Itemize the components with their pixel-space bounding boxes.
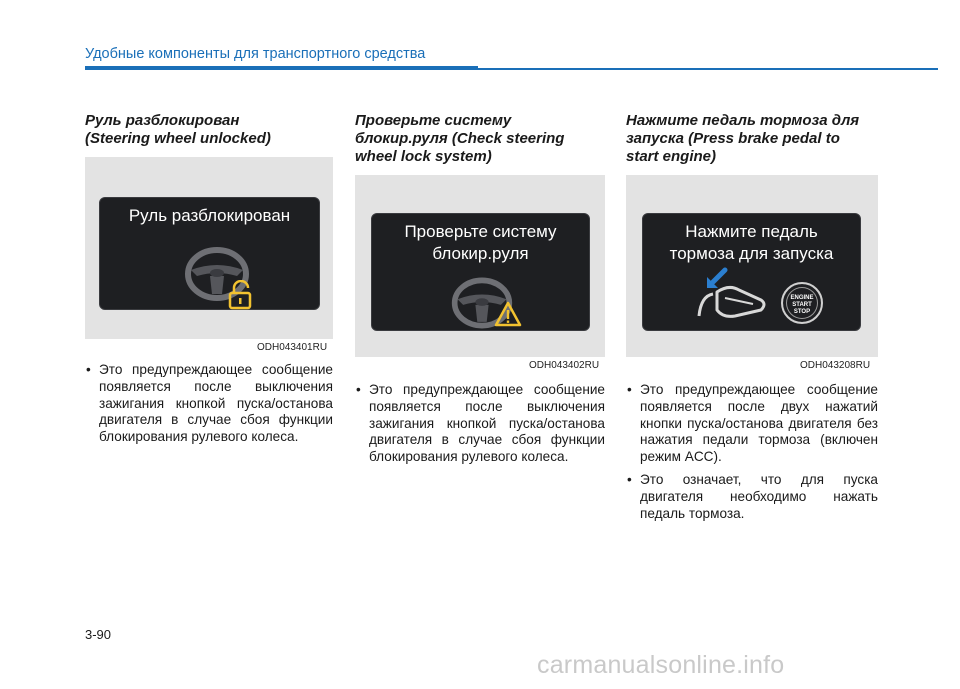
figure-code: ODH043402RU [529,360,600,371]
header-rule-thin [478,68,938,70]
cluster-display [99,197,320,310]
list-item: • Это предупреждающее сообщение появляется после выключения зажигания кнопкой пуска/останова двигателя в случае сбоя функции блокирования рулевого колеса. [355,382,605,466]
unlocked-padlock-icon [228,280,254,310]
display-message-line1: Проверьте систему [404,222,557,241]
bullet-list [626,382,878,528]
figure-code: ODH043401RU [257,342,328,353]
brake-pedal-icon [695,282,769,322]
section-heading: Нажмите педаль тормоза для запуска (Press brake pedal to start engine) [626,112,860,165]
section-header-title: Удобные компоненты для транспортного средства [85,46,426,62]
figure-press-brake [626,175,878,357]
page-number: 3-90 [85,627,112,642]
figure-steering-unlocked [85,157,333,339]
warning-triangle-icon [494,301,522,327]
engine-start-stop-button-icon: ENGINE START STOP [781,282,823,324]
watermark: carmanualsonline.info [537,651,785,679]
cluster-display [642,213,861,331]
cluster-display [371,213,590,331]
figure-code: ODH043208RU [800,360,871,371]
section-heading: Проверьте систему блокир.руля (Check steering wheel lock system) [355,112,565,165]
display-message-line1: Нажмите педаль [685,222,818,241]
bullet-list [85,362,333,452]
list-item: • Это означает, что для пуска двигателя необходимо нажать педаль тормоза. [626,472,878,522]
header-rule-thick [85,66,478,70]
section-press-brake [626,112,878,166]
section-steering-unlocked [85,112,333,148]
figure-check-steering-lock [355,175,605,357]
list-item: • Это предупреждающее сообщение появляется после двух нажатий кнопки пуска/останова двигателя без нажатия педали тормоза (включен режим ACC). [626,382,878,466]
bullet-list [355,382,605,472]
display-message-line2: тормоза для запуска [669,244,834,263]
display-message-line2: блокир.руля [432,244,529,263]
list-item: • Это предупреждающее сообщение появляется после выключения зажигания кнопкой пуска/останова двигателя в случае сбоя функции блокирования рулевого колеса. [85,362,333,446]
display-message: Руль разблокирован [128,206,291,225]
section-check-steering-lock [355,112,605,166]
section-heading: Руль разблокирован (Steering wheel unlocked) [85,112,271,147]
